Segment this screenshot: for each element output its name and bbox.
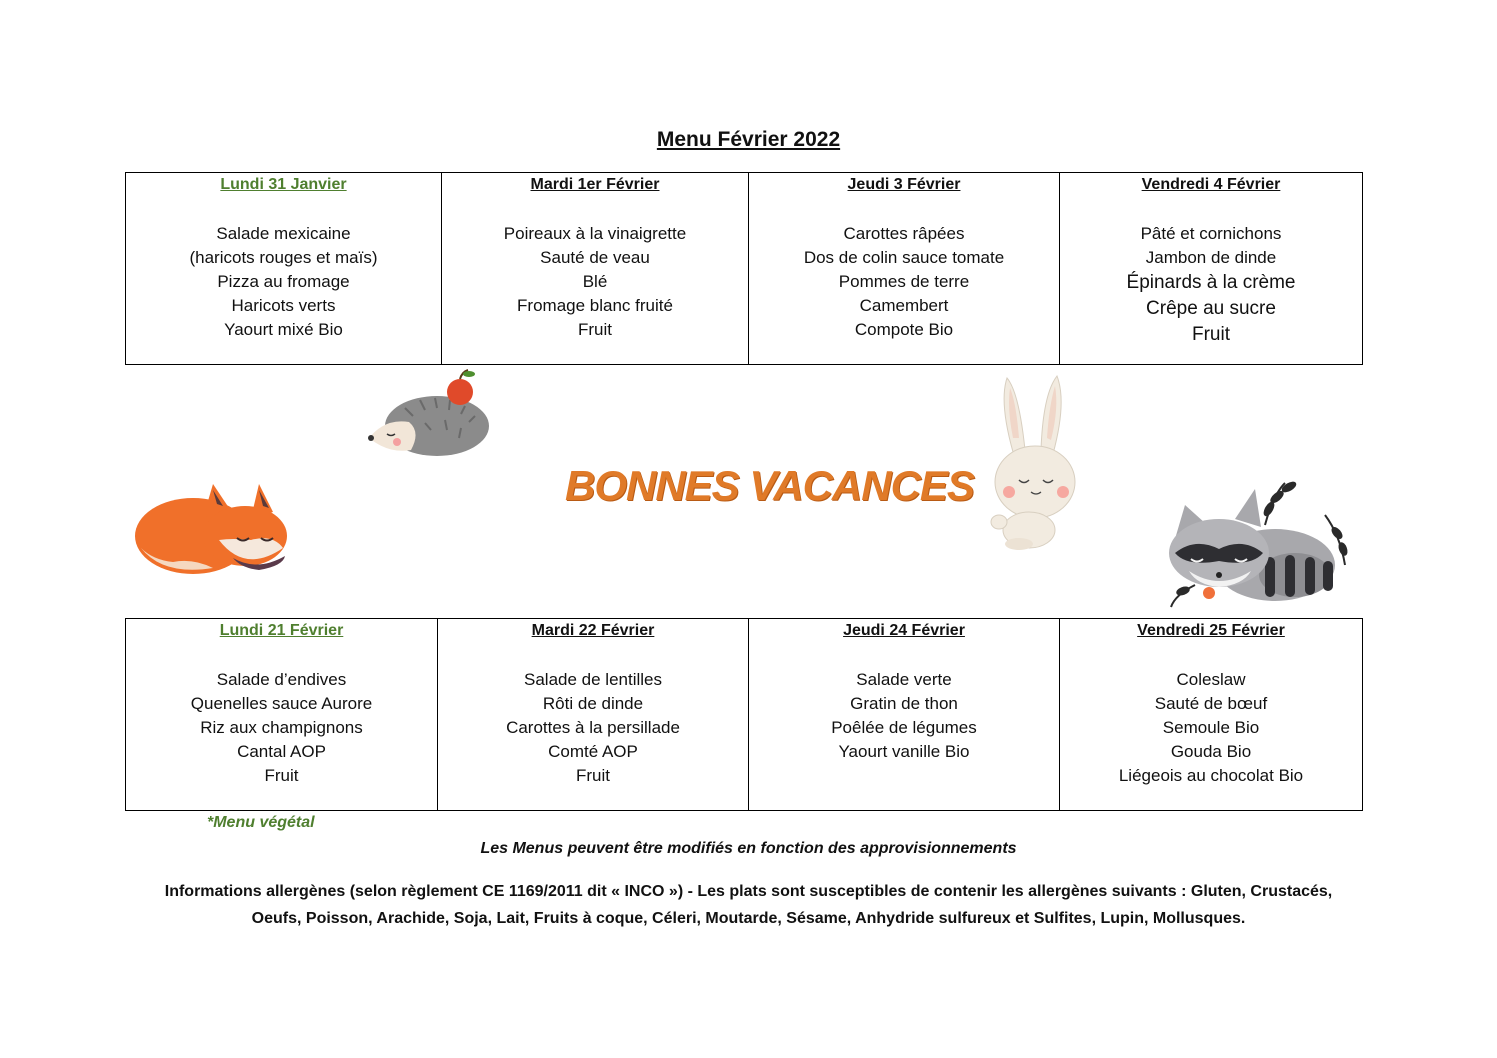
hedgehog-illustration xyxy=(365,368,495,460)
allergen-info xyxy=(120,878,1377,932)
dish: Compote Bio xyxy=(854,320,954,339)
dish: Fruit xyxy=(578,320,612,339)
dish-list xyxy=(1060,668,1362,788)
dish-list-large xyxy=(1060,270,1362,348)
day-heading: Vendredi 25 Février xyxy=(1137,622,1285,639)
day-heading: Lundi 21 Février xyxy=(219,622,344,639)
dish: Crêpe au sucre xyxy=(1146,298,1276,319)
dish: Pommes de terre xyxy=(838,272,970,291)
day-heading: Mardi 1er Février xyxy=(530,176,660,193)
day-heading: Vendredi 4 Février xyxy=(1141,176,1281,193)
dish: Camembert xyxy=(859,296,949,315)
dish: Yaourt mixé Bio xyxy=(224,320,343,339)
dish: Pizza au fromage xyxy=(217,272,350,291)
day-cell-tuesday-22 xyxy=(438,619,749,811)
dish: Semoule Bio xyxy=(1162,718,1260,737)
dish: Fromage blanc fruité xyxy=(517,296,673,315)
day-heading: Mardi 22 Février xyxy=(531,622,655,639)
day-heading: Jeudi 24 Février xyxy=(843,622,965,639)
dish-list xyxy=(126,222,441,342)
day-cell-tuesday-1 xyxy=(442,173,749,365)
dish: Épinards à la crème xyxy=(1126,272,1296,293)
day-cell-friday-25 xyxy=(1060,619,1363,811)
dish: Riz aux champignons xyxy=(200,718,363,737)
bunny-illustration xyxy=(985,372,1085,552)
dish-list xyxy=(749,222,1059,342)
bonnes-vacances-banner: BONNES VACANCES xyxy=(565,462,974,509)
dish: Haricots verts xyxy=(231,296,336,315)
dish-list xyxy=(438,668,748,788)
allergen-line: Oeufs, Poisson, Arachide, Soja, Lait, Fruits à coque, Céleri, Moutarde, Sésame, Anhydride sulfureux et Sulfites, Lupin, Mollusques. xyxy=(251,910,1246,927)
vegetal-menu-note: *Menu végétal xyxy=(207,814,315,831)
dish: Carottes à la persillade xyxy=(506,718,680,737)
raccoon-illustration xyxy=(1155,475,1355,610)
dish: Fruit xyxy=(1192,324,1230,345)
dish: Gratin de thon xyxy=(850,694,958,713)
dish: Fruit xyxy=(576,766,610,785)
page-title: Menu Février 2022 xyxy=(656,128,841,151)
dish: Comté AOP xyxy=(548,742,638,761)
dish: Blé xyxy=(582,272,608,291)
dish: Poireaux à la vinaigrette xyxy=(503,224,687,243)
day-heading: Jeudi 3 Février xyxy=(847,176,961,193)
dish: Coleslaw xyxy=(1176,670,1246,689)
dish: Carottes râpées xyxy=(843,224,965,243)
dish: Yaourt vanille Bio xyxy=(838,742,970,761)
day-cell-monday-31 xyxy=(126,173,442,365)
dish: Cantal AOP xyxy=(237,742,326,761)
day-cell-monday-21 xyxy=(126,619,438,811)
dish-list xyxy=(749,668,1059,764)
fox-illustration xyxy=(133,478,293,578)
day-heading: Lundi 31 Janvier xyxy=(220,176,347,193)
menu-table-week2 xyxy=(125,618,1363,811)
dish: Salade d’endives xyxy=(216,670,347,689)
dish: Liégeois au chocolat Bio xyxy=(1118,766,1304,785)
day-cell-thursday-3 xyxy=(749,173,1060,365)
dish: Salade mexicaine xyxy=(216,224,351,243)
dish: Salade verte xyxy=(856,670,952,689)
dish: Poêlée de légumes xyxy=(831,718,977,737)
dish-list xyxy=(442,222,748,342)
dish: Dos de colin sauce tomate xyxy=(803,248,1005,267)
day-cell-thursday-24 xyxy=(749,619,1060,811)
dish: Rôti de dinde xyxy=(542,694,644,713)
dish-list xyxy=(126,668,437,788)
dish: Quenelles sauce Aurore xyxy=(190,694,373,713)
dish-list xyxy=(1060,222,1362,270)
supply-note: Les Menus peuvent être modifiés en fonction des approvisionnements xyxy=(480,840,1017,857)
dish: Gouda Bio xyxy=(1170,742,1252,761)
allergen-line: Informations allergènes (selon règlement CE 1169/2011 dit « INCO ») - Les plats sont susceptibles de contenir les allergènes suivants : Gluten, Crustacés, xyxy=(164,883,1333,900)
dish: Salade de lentilles xyxy=(524,670,662,689)
dish: (haricots rouges et maïs) xyxy=(189,248,378,267)
day-cell-friday-4 xyxy=(1060,173,1363,365)
dish: Sauté de veau xyxy=(540,248,650,267)
dish: Sauté de bœuf xyxy=(1154,694,1268,713)
dish: Jambon de dinde xyxy=(1145,248,1277,267)
menu-table-week1 xyxy=(125,172,1363,365)
dish: Pâté et cornichons xyxy=(1140,224,1282,243)
dish: Fruit xyxy=(264,766,299,785)
